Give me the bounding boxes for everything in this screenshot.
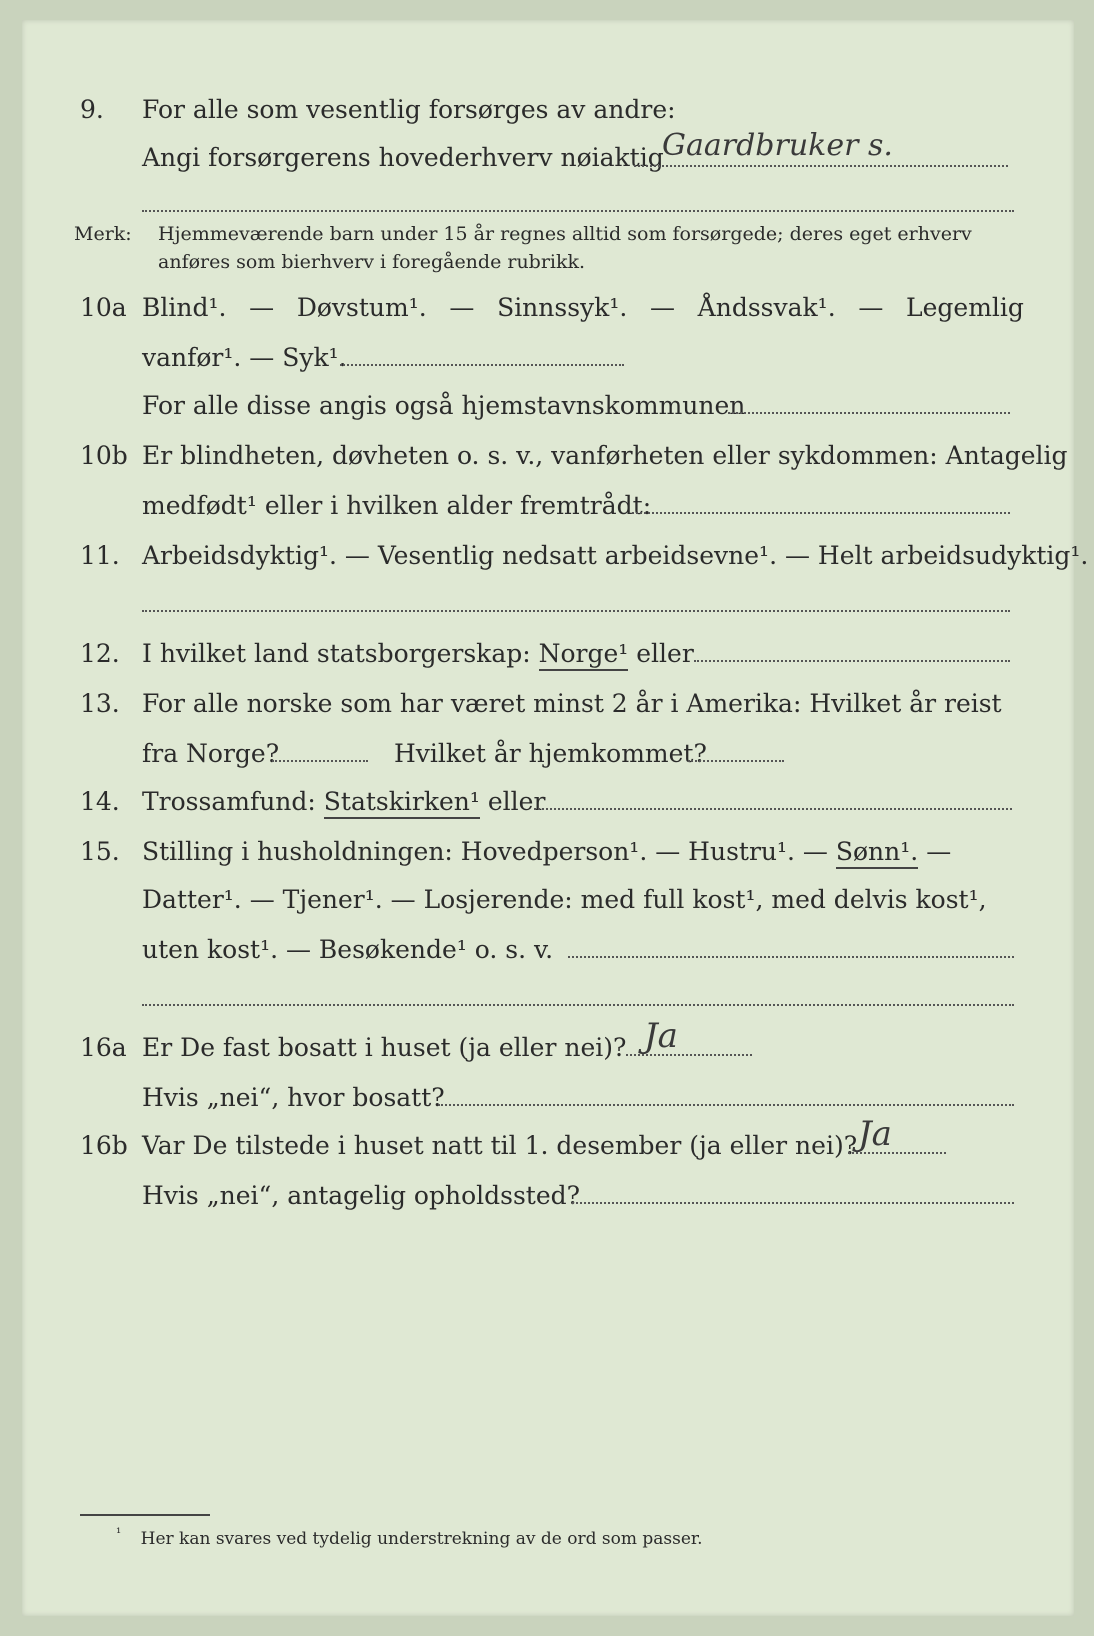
q9-answer-line [634,165,1008,167]
q15-choice-sonn: Sønn¹. [836,837,918,869]
note-line-1: Hjemmeværende barn under 15 år regnes alltid som forsørgede; deres eget erhverv [158,223,972,245]
footnote-text: Her kan svares ved tydelig understrekning av de ord som passer. [140,1528,703,1549]
q16b-text-2: Hvis „nei“, antagelig opholdssted? [142,1181,581,1210]
footnote [116,1526,703,1549]
q10b-text-2: medfødt¹ eller i hvilken alder fremtrådt: [142,491,652,520]
q16b-opholdssted-line [572,1202,1014,1204]
q10a-row-2 [22,338,1074,378]
q10a-opt-legemlig: Legemlig [906,293,1024,322]
q10a-text-2: vanfør¹. — Syk¹. [142,343,347,372]
q12-eller: eller [636,639,694,668]
q10a-opt-andssvak: Åndssvak¹. [697,293,836,322]
q15-text-2: Datter¹. — Tjener¹. — Losjerende: med full kost¹, med delvis kost¹, [142,885,987,914]
q16b-row-1 [22,1126,1074,1166]
q14-number: 14. [80,787,120,816]
q14-row [22,782,1074,822]
q15-text-3: uten kost¹. — Besøkende¹ o. s. v. [142,935,554,964]
q12-question: I hvilket land statsborgerskap: [142,639,531,668]
q16a-row-2 [22,1078,1074,1118]
q9-extra-line [142,210,1014,212]
q12-row [22,634,1074,674]
q16a-number: 16a [80,1033,127,1062]
q16b-number: 16b [80,1131,128,1160]
q15-row-1 [22,832,1074,872]
q16b-row-2 [22,1176,1074,1216]
q14-eller: eller [487,787,546,816]
q15-answer-line [568,956,1014,958]
q10a-opt-blind: Blind¹. [142,293,227,322]
q14-text [142,782,545,822]
q16a-text-1: Er De fast bosatt i huset (ja eller nei)? [142,1033,627,1062]
q10a-dash-2: — [449,293,475,322]
q9-row-1 [22,90,1074,130]
q12-choice-norge: Norge¹ [539,639,629,671]
q10b-number: 10b [80,441,128,470]
q14-answer-line [534,808,1012,810]
q16b-handwritten-answer: Ja [858,1114,892,1154]
q13-text-2b: Hvilket år hjemkommet? [394,739,707,768]
q9-number: 9. [80,95,104,124]
q10a-row-1 [22,288,1074,328]
note-line-2: anføres som bierhverv i foregående rubrikk. [158,251,586,273]
q13-text-1: For alle norske som har været minst 2 år i Amerika: Hvilket år reist [142,689,1002,718]
q16a-row-1 [22,1028,1074,1068]
q10a-text-3: For alle disse angis også hjemstavnskommunen [142,391,746,420]
q16b-text-1: Var De tilstede i huset natt til 1. desember (ja eller nei)? [142,1131,858,1160]
q10b-answer-line [632,512,1010,514]
q15-text-1a: Stilling i husholdningen: Hovedperson¹. — Hustru¹. — [142,837,828,866]
q11-row-1 [22,536,1089,576]
q10a-opt-dovstum: Døvstum¹. [296,293,427,322]
q10a-dash-4: — [858,293,884,322]
q11-text-1: Arbeidsdyktig¹. — Vesentlig nedsatt arbeidsevne¹. — Helt arbeidsudyktig¹. [142,541,1089,570]
q15-text-1c: — [926,837,952,866]
q13-reist-line [272,760,368,762]
q9-row-2 [22,138,1074,178]
q12-number: 12. [80,639,120,668]
q11-number: 11. [80,541,120,570]
footnote-mark: ¹ [116,1526,122,1541]
q15-row-3 [22,930,1074,970]
q10b-text-1: Er blindheten, døvheten o. s. v., vanførheten eller sykdommen: Antagelig [142,441,1068,470]
q9-text-2: Angi forsørgerens hovederhverv nøiaktig [142,143,664,172]
q10a-options [142,288,1024,328]
q13-number: 13. [80,689,120,718]
q9-text-1: For alle som vesentlig forsørges av andre: [142,95,676,124]
q10b-row-2 [22,486,1074,526]
census-form-page [22,20,1089,1616]
q9-handwritten-answer: Gaardbruker s. [662,128,893,163]
q10a-hjemstavn-line [728,412,1010,414]
q14-choice-statskirken: Statskirken¹ [324,787,480,819]
q10a-opt-sinnssyk: Sinnssyk¹. [497,293,628,322]
q13-row-2 [22,734,1074,774]
q15-row-2 [22,880,1074,920]
q15-text-1 [142,832,951,872]
note-label: Merk: [74,223,132,245]
q13-text-2a: fra Norge? [142,739,280,768]
q10a-dash-1: — [249,293,275,322]
q10b-row-1 [22,436,1074,476]
q10a-number: 10a [80,293,127,322]
q14-question: Trossamfund: [142,787,316,816]
footnote-rule [80,1514,210,1516]
q16a-text-2: Hvis „nei“, hvor bosatt? [142,1083,445,1112]
q13-row-1 [22,684,1074,724]
q12-text [142,634,694,674]
q10a-dash-3: — [649,293,675,322]
q13-hjemkommet-line [688,760,784,762]
q15-number: 15. [80,837,120,866]
q15-extra-line [142,1004,1014,1006]
q16a-bosatt-line [438,1104,1014,1106]
q10a-row-3 [22,386,1074,426]
q10a-syk-line [340,364,624,366]
q12-answer-line [694,660,1010,662]
q16a-handwritten-answer: Ja [644,1016,678,1056]
q11-answer-line [142,610,1010,612]
